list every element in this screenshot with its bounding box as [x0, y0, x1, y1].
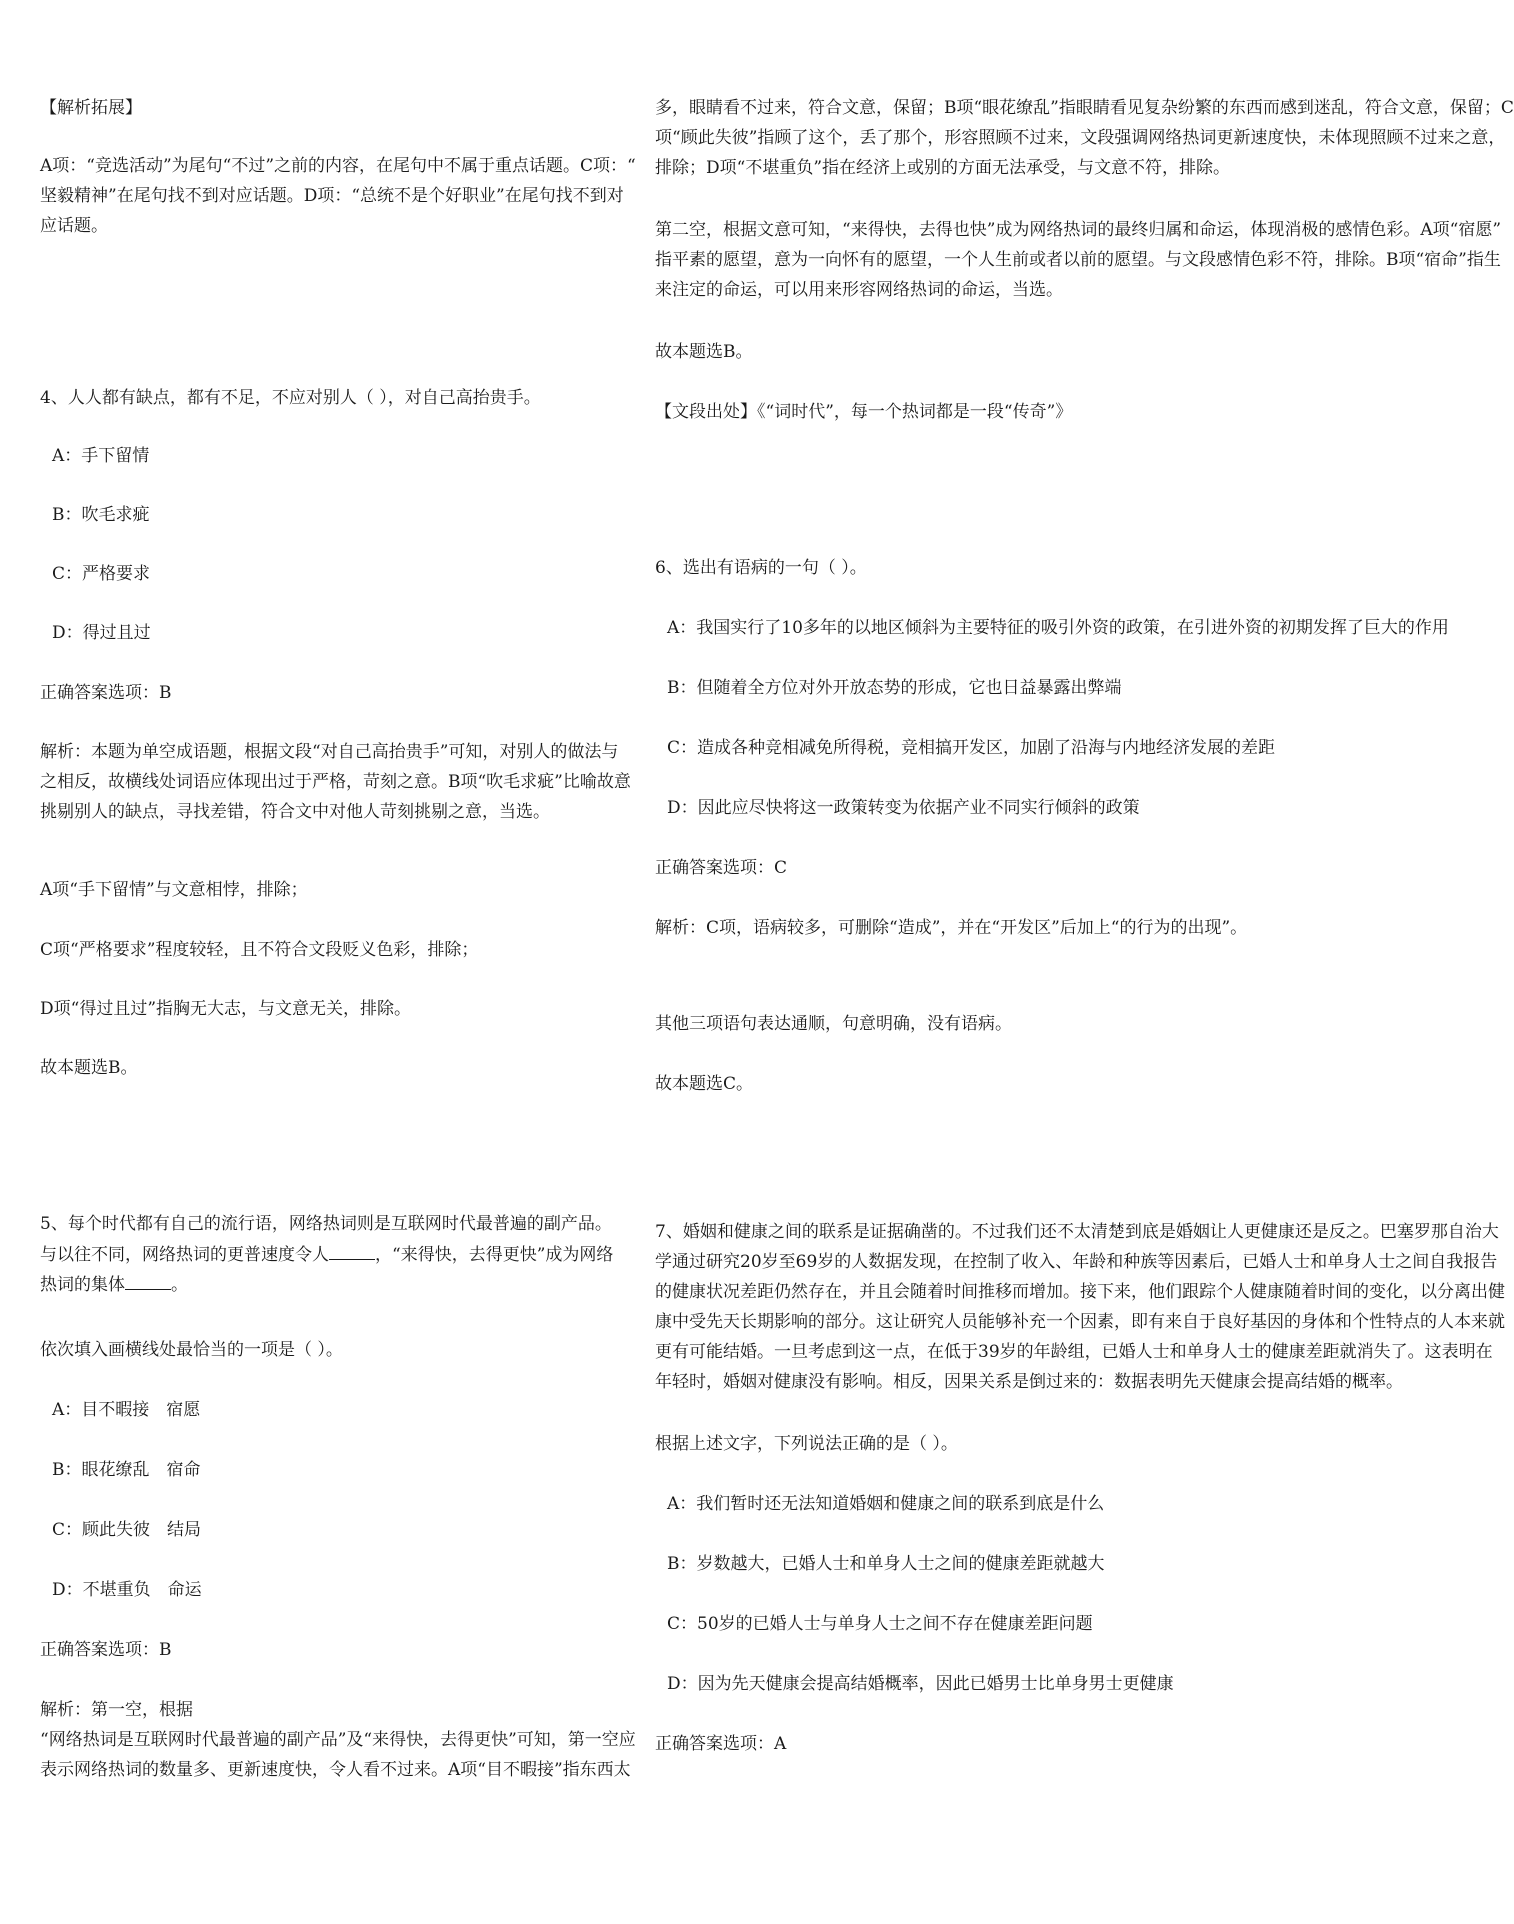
question-4-option-c: C：严格要求 — [52, 564, 151, 584]
question-7-stem-line: 的健康状况差距仍然存在，并且会随着时间推移而增加。接下来，他们跟踪个人健康随着时间的变化，以分离出健 — [655, 1282, 1505, 1302]
question-4-conclusion: 故本题选B。 — [40, 1058, 138, 1078]
extension-line: 坚毅精神”在尾句找不到对应话题。D项：“总统不是个好职业”在尾句找不到对 — [40, 186, 624, 206]
question-5-answer: 正确答案选项：B — [40, 1640, 172, 1660]
question-4-stem: 4、人人都有缺点，都有不足，不应对别人（ ），对自己高抬贵手。 — [40, 388, 541, 408]
question-7-option-d: D：因为先天健康会提高结婚概率，因此已婚男士比单身男士更健康 — [667, 1674, 1174, 1694]
question-5-analysis-line: 表示网络热词的数量多、更新速度快，令人看不过来。A项“目不暇接”指东西太 — [40, 1760, 631, 1780]
question-5-stem-line: 5、每个时代都有自己的流行语，网络热词则是互联网时代最普遍的副产品。 — [40, 1214, 612, 1234]
question-5-stem-line — [40, 1244, 613, 1265]
stem-text: 与以往不同，网络热词的更普速度令人 — [40, 1245, 329, 1265]
question-6-analysis: 解析：C项，语病较多，可删除“造成”，并在“开发区”后加上“的行为的出现”。 — [655, 918, 1248, 938]
question-5-second-blank-line: 第二空，根据文意可知，“来得快，去得也快”成为网络热词的最终归属和命运，体现消极的感情色彩。A项“宿愿” — [655, 220, 1502, 240]
extension-line: A项：“竞选活动”为尾句“不过”之前的内容，在尾句中不属于重点话题。C项：“ — [40, 156, 636, 176]
extension-line: 应话题。 — [40, 216, 108, 236]
extension-title: 【解析拓展】 — [40, 98, 142, 118]
question-7-answer: 正确答案选项：A — [655, 1734, 787, 1754]
question-4-analysis-line: 挑剔别人的缺点，寻找差错，符合文中对他人苛刻挑剔之意，当选。 — [40, 802, 550, 822]
question-7-stem-line: 年轻时，婚姻对健康没有影响。相反，因果关系是倒过来的：数据表明先天健康会提高结婚的概率。 — [655, 1372, 1403, 1392]
question-7-stem-line: 7、婚姻和健康之间的联系是证据确凿的。不过我们还不太清楚到底是婚姻让人更健康还是反之。巴塞罗那自治大 — [655, 1222, 1499, 1242]
question-7-stem-line: 更有可能结婚。一旦考虑到这一点，在低于39岁的年龄组，已婚人士和单身人士的健康差距就消失了。这表明在 — [655, 1342, 1493, 1362]
question-4-option-d: D：得过且过 — [52, 623, 151, 643]
question-7-question: 根据上述文字，下列说法正确的是（ ）。 — [655, 1434, 958, 1454]
stem-text: 。 — [171, 1275, 188, 1295]
question-6-option-a: A：我国实行了10多年的以地区倾斜为主要特征的吸引外资的政策，在引进外资的初期发挥了巨大的作用 — [667, 618, 1449, 638]
question-4-analysis-line: 解析：本题为单空成语题，根据文段“对自己高抬贵手”可知，对别人的做法与 — [40, 742, 619, 762]
question-7-stem-line: 康中受先天长期影响的部分。这让研究人员能够补充一个因素，即有来自于良好基因的身体和个性特点的人本来就 — [655, 1312, 1505, 1332]
question-4-analysis-line: 之相反，故横线处词语应体现出过于严格，苛刻之意。B项“吹毛求疵”比喻故意 — [40, 772, 631, 792]
question-6-option-d: D：因此应尽快将这一政策转变为依据产业不同实行倾斜的政策 — [667, 798, 1140, 818]
question-6-others: 其他三项语句表达通顺，句意明确，没有语病。 — [655, 1014, 1012, 1034]
question-5-second-blank-line: 指平素的愿望，意为一向怀有的愿望，一个人生前或者以前的愿望。与文段感情色彩不符，排除。B项“宿命”指生 — [655, 250, 1501, 270]
question-5-continuation-line: 排除；D项“不堪重负”指在经济上或别的方面无法承受，与文意不符，排除。 — [655, 158, 1231, 178]
question-5-conclusion: 故本题选B。 — [655, 342, 753, 362]
question-4-answer: 正确答案选项：B — [40, 683, 172, 703]
question-6-conclusion: 故本题选C。 — [655, 1074, 754, 1094]
question-4-c-note: C项“严格要求”程度较轻，且不符合文段贬义色彩，排除； — [40, 940, 479, 960]
question-7-option-a: A：我们暂时还无法知道婚姻和健康之间的联系到底是什么 — [667, 1494, 1105, 1514]
question-6-option-c: C：造成各种竞相减免所得税，竞相搞开发区，加剧了沿海与内地经济发展的差距 — [667, 738, 1276, 758]
question-4-a-note: A项“手下留情”与文意相悖，排除； — [40, 880, 308, 900]
fill-blank-2 — [125, 1274, 171, 1290]
stem-text: 热词的集体 — [40, 1275, 125, 1295]
question-7-option-c: C：50岁的已婚人士与单身人士之间不存在健康差距问题 — [667, 1614, 1093, 1634]
question-5-continuation-line: 多，眼睛看不过来，符合文意，保留；B项“眼花缭乱”指眼睛看见复杂纷繁的东西而感到迷乱，符合文意，保留；C — [655, 98, 1514, 118]
question-6-option-b: B：但随着全方位对外开放态势的形成，它也日益暴露出弊端 — [667, 678, 1122, 698]
question-5-source: 【文段出处】《“词时代”，每一个热词都是一段“传奇”》 — [655, 402, 1073, 422]
question-5-stem-line — [40, 1274, 188, 1295]
question-5-option-a: A：目不暇接 宿愿 — [52, 1400, 201, 1420]
question-5-continuation-line: 项“顾此失彼”指顾了这个，丢了那个，形容照顾不过来，文段强调网络热词更新速度快，未体现照顾不过来之意， — [655, 128, 1506, 148]
question-4-d-note: D项“得过且过”指胸无大志，与文意无关，排除。 — [40, 999, 412, 1019]
stem-text: ，“来得快，去得更快”成为网络 — [375, 1245, 614, 1265]
question-5-analysis-line: “网络热词是互联网时代最普遍的副产品”及“来得快，去得更快”可知，第一空应 — [40, 1730, 636, 1750]
question-5-analysis-line: 解析：第一空，根据 — [40, 1700, 193, 1720]
question-7-option-b: B：岁数越大，已婚人士和单身人士之间的健康差距就越大 — [667, 1554, 1105, 1574]
question-4-option-a: A：手下留情 — [52, 446, 150, 466]
question-7-stem-line: 学通过研究20岁至69岁的人数据发现，在控制了收入、年龄和种族等因素后，已婚人士和单身人士之间自我报告 — [655, 1252, 1498, 1272]
question-5-question: 依次填入画横线处最恰当的一项是（ ）。 — [40, 1340, 343, 1360]
question-6-stem: 6、选出有语病的一句（ ）。 — [655, 558, 867, 578]
question-4-option-b: B：吹毛求疵 — [52, 505, 150, 525]
question-5-option-b: B：眼花缭乱 宿命 — [52, 1460, 201, 1480]
question-5-option-d: D：不堪重负 命运 — [52, 1580, 202, 1600]
question-6-answer: 正确答案选项：C — [655, 858, 788, 878]
question-5-option-c: C：顾此失彼 结局 — [52, 1520, 202, 1540]
fill-blank-1 — [329, 1244, 375, 1260]
question-5-second-blank-line: 来注定的命运，可以用来形容网络热词的命运，当选。 — [655, 280, 1063, 300]
